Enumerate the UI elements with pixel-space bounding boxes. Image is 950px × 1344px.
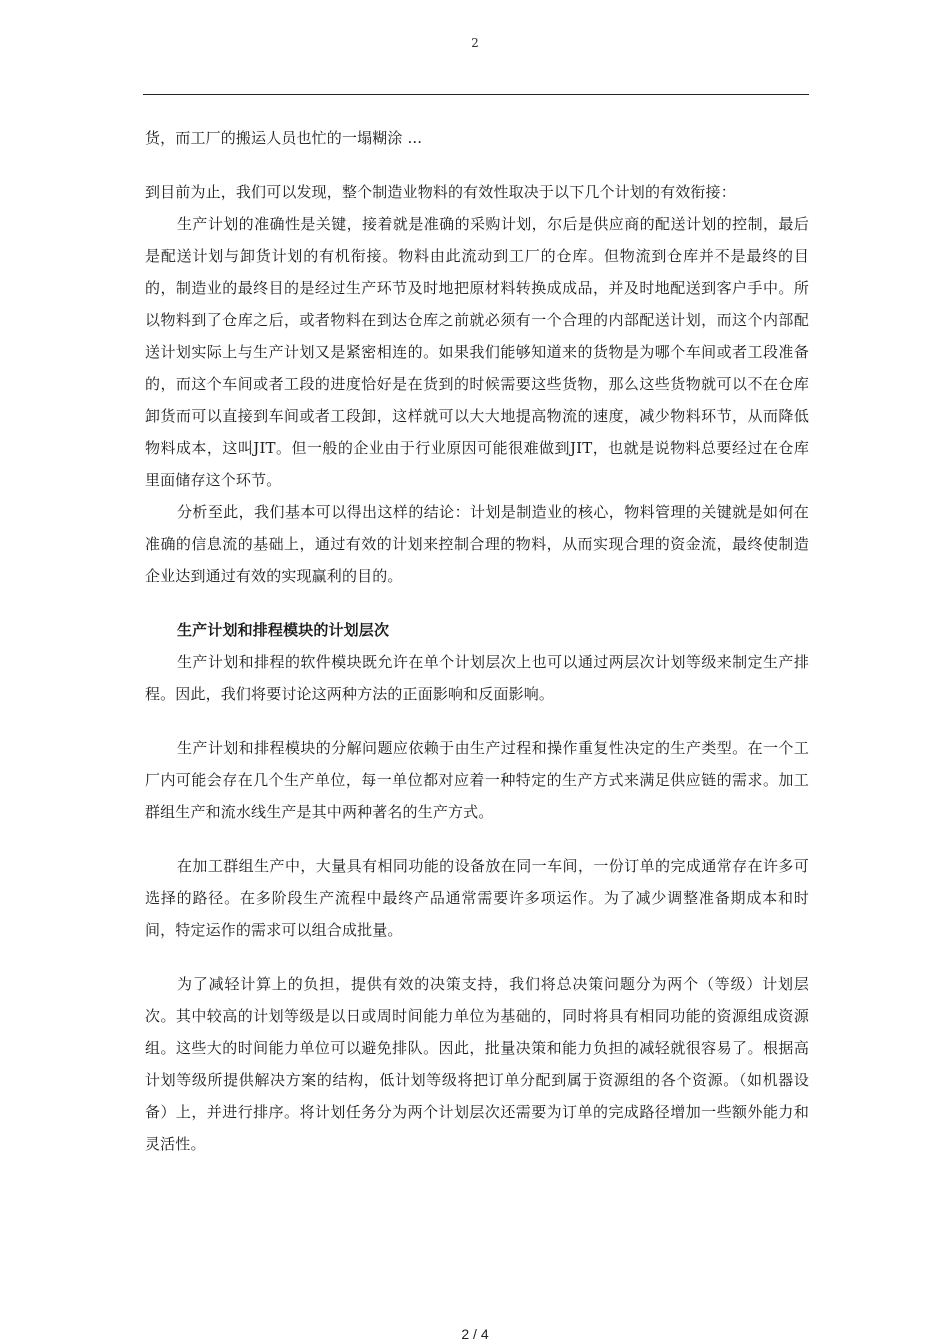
header-page-number: 2 [471, 36, 479, 50]
paragraph-gap [145, 710, 809, 732]
paragraph-production-types: 生产计划和排程模块的分解问题应依赖于由生产过程和操作重复性决定的生产类型。在一个工厂内可能会存在几个生产单位，每一单位都对应着一种特定的生产方式来满足供应链的需求。加工群组生产和流水线生产是其中两种著名的生产方式。 [145, 739, 809, 821]
paragraph-summary-intro: 到目前为止，我们可以发现，整个制造业物料的有效性取决于以下几个计划的有效衔接： [145, 183, 736, 201]
section-heading: 生产计划和排程模块的计划层次 [177, 621, 390, 639]
paragraph-gap [145, 828, 809, 850]
paragraph-two-level-planning: 为了减轻计算上的负担，提供有效的决策支持，我们将总决策问题分为两个（等级）计划层次。其中较高的计划等级是以日或周时间能力单位为基础的，同时将具有相同功能的资源组成资源组。这些大的时间能力单位可以避免排队。因此，批量决策和能力负担的减轻就很容易了。根据高计划等级所提供解决方案的结构，低计划等级将把订单分配到属于资源组的各个资源。（如机器设备）上，并进行排序。将计划任务分为两个计划层次还需要为订单的完成路径增加一些额外能力和灵活性。 [145, 975, 809, 1153]
paragraph-job-shop: 在加工群组生产中，大量具有相同功能的设备放在同一车间，一份订单的完成通常存在许多可选择的路径。在多阶段生产流程中最终产品通常需要许多项运作。为了减少调整准备期成本和时间，特定运作的需求可以组合成批量。 [145, 857, 809, 939]
paragraph-gap [145, 946, 809, 968]
paragraph-planning-chain: 生产计划的准确性是关键，接着就是准确的采购计划，尔后是供应商的配送计划的控制，最后是配送计划与卸货计划的有机衔接。物料由此流动到工厂的仓库。但物流到仓库并不是最终的目的，制造业的最终目的是经过生产环节及时地把原材料转换成成品，并及时地配送到客户手中。所以物料到了仓库之后，或者物料在到达仓库之前就必须有一个合理的内部配送计划，而这个内部配送计划实际上与生产计划又是紧密相连的。如果我们能够知道来的货物是为哪个车间或者工段准备的，而这个车间或者工段的进度恰好是在货到的时候需要这些货物，那么这些货物就可以不在仓库卸货而可以直接到车间或者工段卸，这样就可以大大地提高物流的速度，减少物料环节，从而降低物料成本，这叫JIT。但一般的企业由于行业原因可能很难做到JIT，也就是说物料总要经过在仓库里面储存这个环节。 [145, 215, 809, 489]
paragraph-conclusion: 分析至此，我们基本可以得出这样的结论：计划是制造业的核心，物料管理的关键就是如何在准确的信息流的基础上，通过有效的计划来控制合理的物料，从而实现合理的资金流，最终使制造企业达到通过有效的实现赢利的目的。 [145, 503, 809, 585]
paragraph-continuation: 货，而工厂的搬运人员也忙的一塌糊涂 ... [145, 129, 423, 147]
document-body [145, 122, 809, 1160]
paragraph-module-intro: 生产计划和排程的软件模块既允许在单个计划层次上也可以通过两层次计划等级来制定生产排程。因此，我们将要讨论这两种方法的正面影响和反面影响。 [145, 653, 809, 703]
header-divider [143, 94, 809, 95]
footer-page-indicator: 2 / 4 [461, 1326, 489, 1342]
paragraph-gap [145, 592, 809, 614]
paragraph-gap [145, 154, 809, 176]
